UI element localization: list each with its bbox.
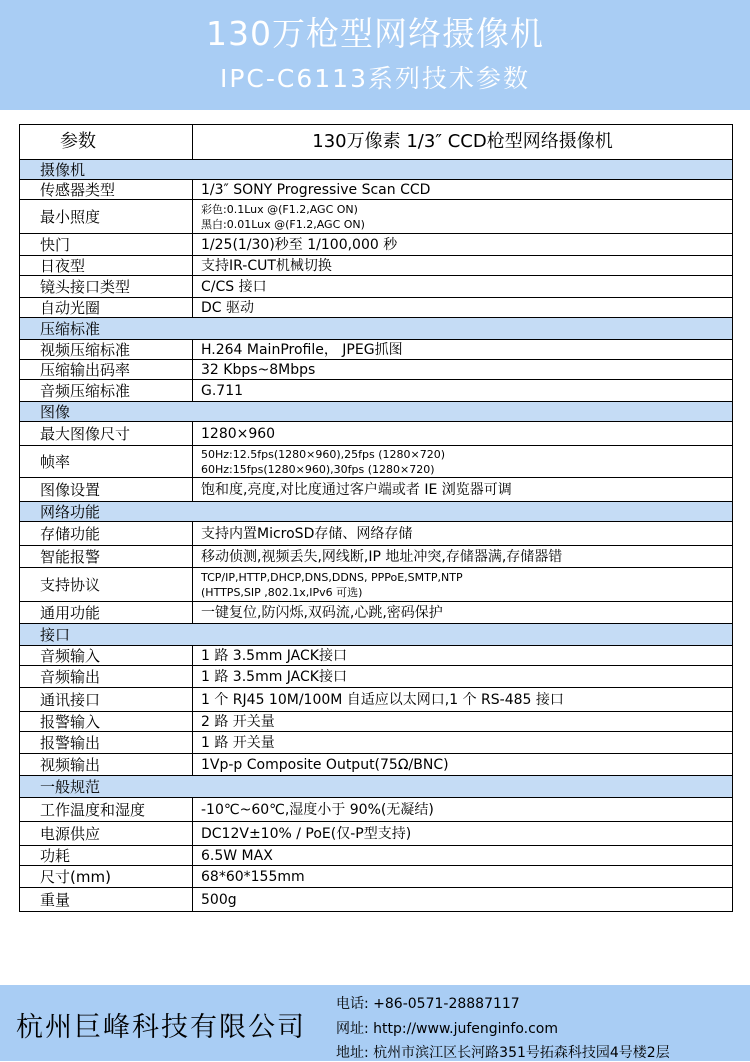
spec-row [20, 754, 733, 776]
spec-row [20, 298, 733, 318]
spec-key: 日夜型 [20, 256, 193, 276]
contact-address: 地址: 杭州市滨江区长河路351号拓森科技园4号楼2层 [336, 1045, 670, 1061]
contact-website: 网址: http://www.jufenginfo.com [336, 1021, 558, 1037]
spec-value: 1280×960 [193, 422, 733, 446]
spec-value: DC12V±10% / PoE(仅-P型支持) [193, 822, 733, 846]
spec-row [20, 276, 733, 298]
spec-value-line: 60Hz:15fps(1280×960),30fps (1280×720) [201, 462, 435, 476]
spec-key: 音频输出 [20, 666, 193, 688]
spec-row [20, 822, 733, 846]
section-header-row [20, 502, 733, 522]
spec-row [20, 712, 733, 732]
section-header-row [20, 160, 733, 180]
section-header-row [20, 318, 733, 340]
spec-row [20, 602, 733, 624]
spec-value: 1/25(1/30)秒至 1/100,000 秒 [193, 234, 733, 256]
section-header-row [20, 624, 733, 646]
section-title: 接口 [20, 624, 733, 646]
spec-key: 视频输出 [20, 754, 193, 776]
spec-value-line: 黑白:0.01Lux @(F1.2,AGC ON) [201, 217, 365, 231]
spec-key: 工作温度和湿度 [20, 798, 193, 822]
spec-row [20, 866, 733, 888]
page-subtitle: IPC-C6113系列技术参数 [219, 64, 530, 93]
section-title: 图像 [20, 402, 733, 422]
spec-key: 报警输出 [20, 732, 193, 754]
spec-row [20, 888, 733, 912]
spec-key: 支持协议 [20, 568, 193, 602]
table-header-row [20, 125, 733, 160]
spec-row [20, 478, 733, 502]
spec-row [20, 646, 733, 666]
spec-row [20, 688, 733, 712]
spec-key: 快门 [20, 234, 193, 256]
spec-value: 移动侦测,视频丢失,网线断,IP 地址冲突,存储器满,存储器错 [193, 546, 733, 568]
spec-row [20, 666, 733, 688]
spec-value-line: TCP/IP,HTTP,DHCP,DNS,DDNS, PPPoE,SMTP,NTP [201, 570, 463, 584]
spec-value: 支持内置MicroSD存储、网络存储 [193, 522, 733, 546]
spec-key: 通用功能 [20, 602, 193, 624]
spec-value [193, 446, 733, 478]
spec-row [20, 732, 733, 754]
spec-value: 2 路 开关量 [193, 712, 733, 732]
spec-key: 最大图像尺寸 [20, 422, 193, 446]
spec-key: 自动光圈 [20, 298, 193, 318]
spec-key: 通讯接口 [20, 688, 193, 712]
spec-value-line: 彩色:0.1Lux @(F1.2,AGC ON) [201, 202, 358, 216]
spec-value-line: 50Hz:12.5fps(1280×960),25fps (1280×720) [201, 447, 445, 461]
spec-row [20, 340, 733, 360]
spec-row [20, 798, 733, 822]
section-title: 摄像机 [20, 160, 733, 180]
spec-key: 音频压缩标准 [20, 380, 193, 402]
spec-row [20, 546, 733, 568]
section-title: 网络功能 [20, 502, 733, 522]
spec-value-line: (HTTPS,SIP ,802.1x,IPv6 可选) [201, 585, 363, 599]
spec-value: 1Vp-p Composite Output(75Ω/BNC) [193, 754, 733, 776]
spec-row [20, 568, 733, 602]
header-key-cell: 参数 [20, 125, 193, 160]
spec-value: H.264 MainProfile， JPEG抓图 [193, 340, 733, 360]
spec-row [20, 234, 733, 256]
spec-value [193, 568, 733, 602]
spec-value: 500g [193, 888, 733, 912]
spec-value: 1 路 开关量 [193, 732, 733, 754]
section-title: 一般规范 [20, 776, 733, 798]
spec-row [20, 256, 733, 276]
spec-value: 1 路 3.5mm JACK接口 [193, 646, 733, 666]
spec-value: 支持IR-CUT机械切换 [193, 256, 733, 276]
header-value-cell: 130万像素 1/3″ CCD枪型网络摄像机 [193, 125, 733, 160]
spec-key: 图像设置 [20, 478, 193, 502]
spec-value: DC 驱动 [193, 298, 733, 318]
spec-value: 一键复位,防闪烁,双码流,心跳,密码保护 [193, 602, 733, 624]
spec-row [20, 522, 733, 546]
spec-key: 功耗 [20, 846, 193, 866]
page-title: 130万枪型网络摄像机 [206, 14, 544, 53]
header-banner [0, 0, 750, 110]
spec-value: 饱和度,亮度,对比度通过客户端或者 IE 浏览器可调 [193, 478, 733, 502]
section-title: 压缩标准 [20, 318, 733, 340]
spec-value: C/CS 接口 [193, 276, 733, 298]
spec-key: 存储功能 [20, 522, 193, 546]
section-header-row [20, 402, 733, 422]
spec-key: 最小照度 [20, 200, 193, 234]
spec-row [20, 200, 733, 234]
spec-key: 音频输入 [20, 646, 193, 666]
spec-key: 重量 [20, 888, 193, 912]
spec-key: 压缩输出码率 [20, 360, 193, 380]
spec-row [20, 380, 733, 402]
spec-value: 1 个 RJ45 10M/100M 自适应以太网口,1 个 RS-485 接口 [193, 688, 733, 712]
spec-value: G.711 [193, 380, 733, 402]
spec-row [20, 846, 733, 866]
spec-row [20, 180, 733, 200]
company-name: 杭州巨峰科技有限公司 [16, 1012, 306, 1043]
spec-key: 传感器类型 [20, 180, 193, 200]
spec-key: 帧率 [20, 446, 193, 478]
spec-key: 尺寸(mm) [20, 866, 193, 888]
spec-value: 1 路 3.5mm JACK接口 [193, 666, 733, 688]
contact-phone: 电话: +86-0571-28887117 [336, 996, 520, 1012]
spec-value: 32 Kbps~8Mbps [193, 360, 733, 380]
spec-row [20, 360, 733, 380]
section-header-row [20, 776, 733, 798]
spec-row [20, 446, 733, 478]
spec-row [20, 422, 733, 446]
spec-value [193, 200, 733, 234]
spec-key: 报警输入 [20, 712, 193, 732]
spec-key: 镜头接口类型 [20, 276, 193, 298]
spec-key: 视频压缩标准 [20, 340, 193, 360]
spec-value: -10℃~60℃,湿度小于 90%(无凝结) [193, 798, 733, 822]
spec-key: 电源供应 [20, 822, 193, 846]
spec-value: 68*60*155mm [193, 866, 733, 888]
spec-key: 智能报警 [20, 546, 193, 568]
spec-value: 6.5W MAX [193, 846, 733, 866]
footer-banner [0, 985, 750, 1061]
spec-table [19, 124, 733, 912]
spec-value: 1/3″ SONY Progressive Scan CCD [193, 180, 733, 200]
